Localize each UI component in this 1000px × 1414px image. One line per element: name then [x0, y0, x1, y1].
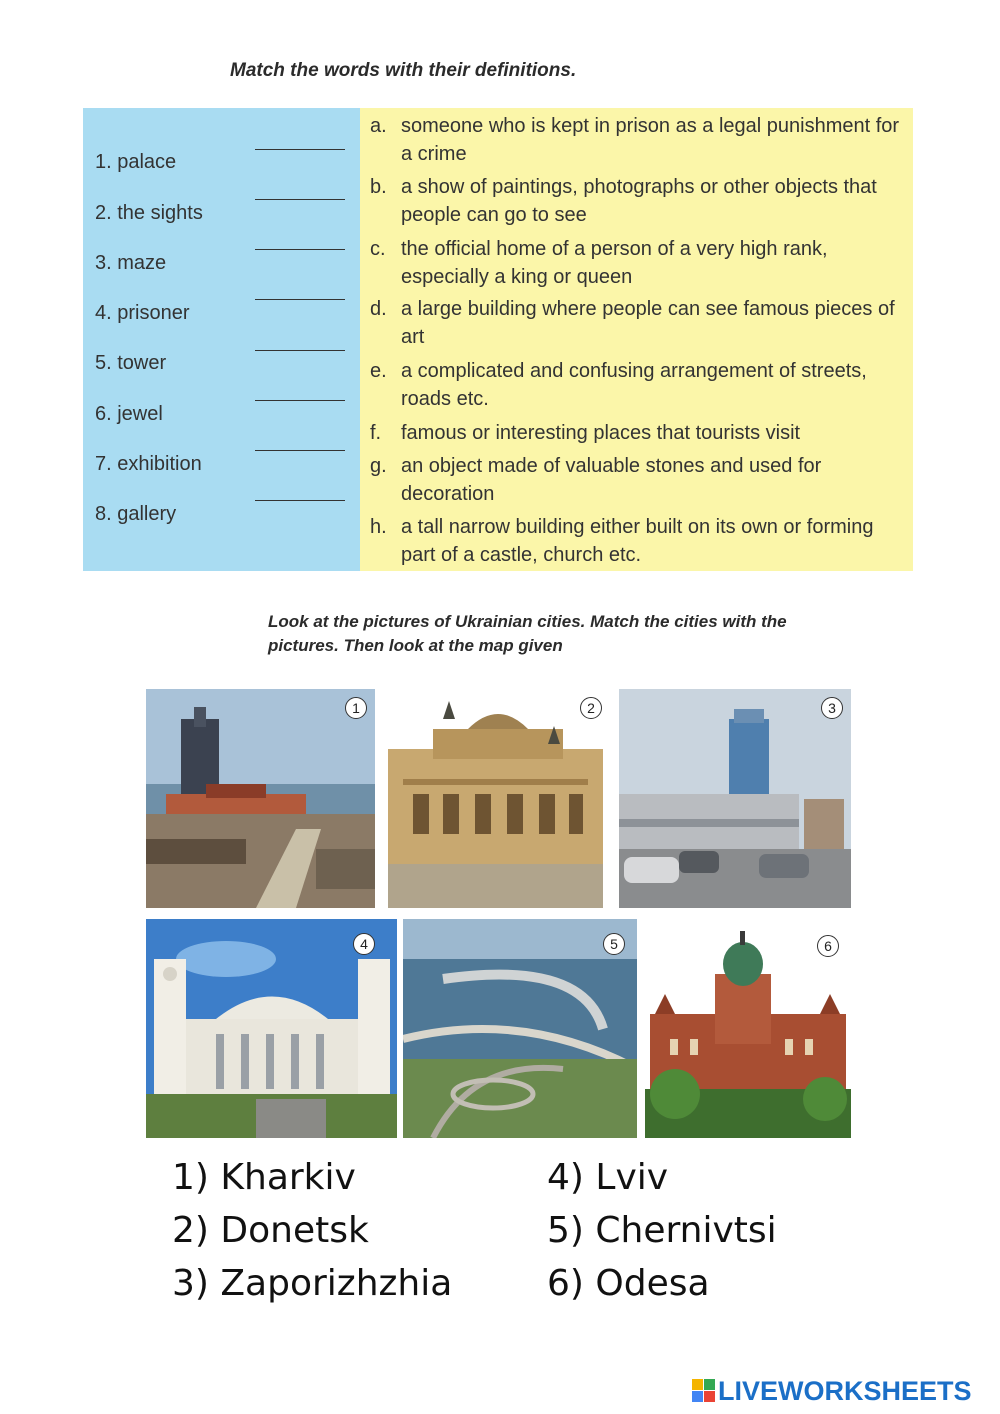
city-photo-3 — [619, 689, 851, 908]
logo-text: LIVEWORKSHEETS — [718, 1375, 972, 1406]
definition-item — [370, 173, 910, 229]
liveworksheets-logo — [692, 1376, 972, 1406]
definition-item — [370, 419, 910, 447]
instruction-match-words: Match the words with their definitions. — [230, 60, 577, 81]
city-photo-4 — [146, 919, 397, 1138]
definition-letter: b. — [370, 176, 387, 198]
answer-blank-1[interactable] — [255, 149, 345, 150]
city-photo-5 — [403, 919, 637, 1138]
definition-item — [370, 513, 910, 569]
definition-text: an object made of valuable stones and used for decoration — [401, 455, 822, 505]
definition-text: famous or interesting places that tourists visit — [401, 422, 801, 444]
city-option: 3) Zaporizhzhia — [172, 1263, 453, 1304]
photo-number-badge: 4 — [353, 933, 375, 955]
word-item: 3. maze — [95, 252, 167, 274]
photo-number-badge: 1 — [345, 697, 367, 719]
definition-text: someone who is kept in prison as a legal punishment for a crime — [401, 115, 900, 165]
definition-item — [370, 452, 910, 508]
definition-letter: g. — [370, 455, 387, 477]
definition-text: a tall narrow building either built on its own or forming part of a castle, church etc. — [401, 516, 874, 566]
answer-blank-8[interactable] — [255, 500, 345, 501]
definition-text: a large building where people can see famous pieces of art — [401, 298, 895, 348]
city-option: 1) Kharkiv — [172, 1157, 356, 1198]
instruction-match-cities: Look at the pictures of Ukrainian cities. Match the cities with the pictures. Then look at the map given — [268, 612, 787, 655]
definition-letter: a. — [370, 115, 387, 137]
word-item: 5. tower — [95, 352, 167, 374]
answer-blank-4[interactable] — [255, 299, 345, 300]
definition-item — [370, 112, 910, 168]
answer-blank-3[interactable] — [255, 249, 345, 250]
definition-letter: f. — [370, 422, 382, 444]
word-item: 4. prisoner — [95, 302, 190, 324]
city-photo-1 — [146, 689, 375, 908]
word-item: 1. palace — [95, 151, 177, 173]
definition-text: the official home of a person of a very high rank, especially a king or queen — [401, 238, 828, 288]
photo-number-badge: 5 — [603, 933, 625, 955]
answer-blank-5[interactable] — [255, 350, 345, 351]
definition-item — [370, 357, 910, 413]
definition-text: a complicated and confusing arrangement of streets, roads etc. — [401, 360, 867, 410]
city-option: 5) Chernivtsi — [547, 1210, 777, 1251]
answer-blank-6[interactable] — [255, 400, 345, 401]
answer-blank-7[interactable] — [255, 450, 345, 451]
city-option: 4) Lviv — [547, 1157, 669, 1198]
word-item: 7. exhibition — [95, 453, 202, 475]
definition-letter: h. — [370, 516, 387, 538]
city-option: 6) Odesa — [547, 1263, 710, 1304]
definition-item — [370, 235, 910, 291]
words-panel — [83, 108, 360, 571]
definition-letter: d. — [370, 298, 387, 320]
definition-letter: e. — [370, 360, 387, 382]
word-item: 8. gallery — [95, 503, 177, 525]
answer-blank-2[interactable] — [255, 199, 345, 200]
definition-item — [370, 295, 910, 351]
photo-number-badge: 3 — [821, 697, 843, 719]
city-option: 2) Donetsk — [172, 1210, 369, 1251]
photo-number-badge: 2 — [580, 697, 602, 719]
word-item: 6. jewel — [95, 403, 163, 425]
city-photo-2 — [383, 689, 608, 908]
definition-letter: c. — [370, 238, 386, 260]
definition-text: a show of paintings, photographs or other objects that people can go to see — [401, 176, 877, 226]
city-photo-6 — [645, 919, 851, 1138]
word-item: 2. the sights — [95, 202, 203, 224]
logo-mark-icon — [692, 1379, 716, 1403]
photo-number-badge: 6 — [817, 935, 839, 957]
